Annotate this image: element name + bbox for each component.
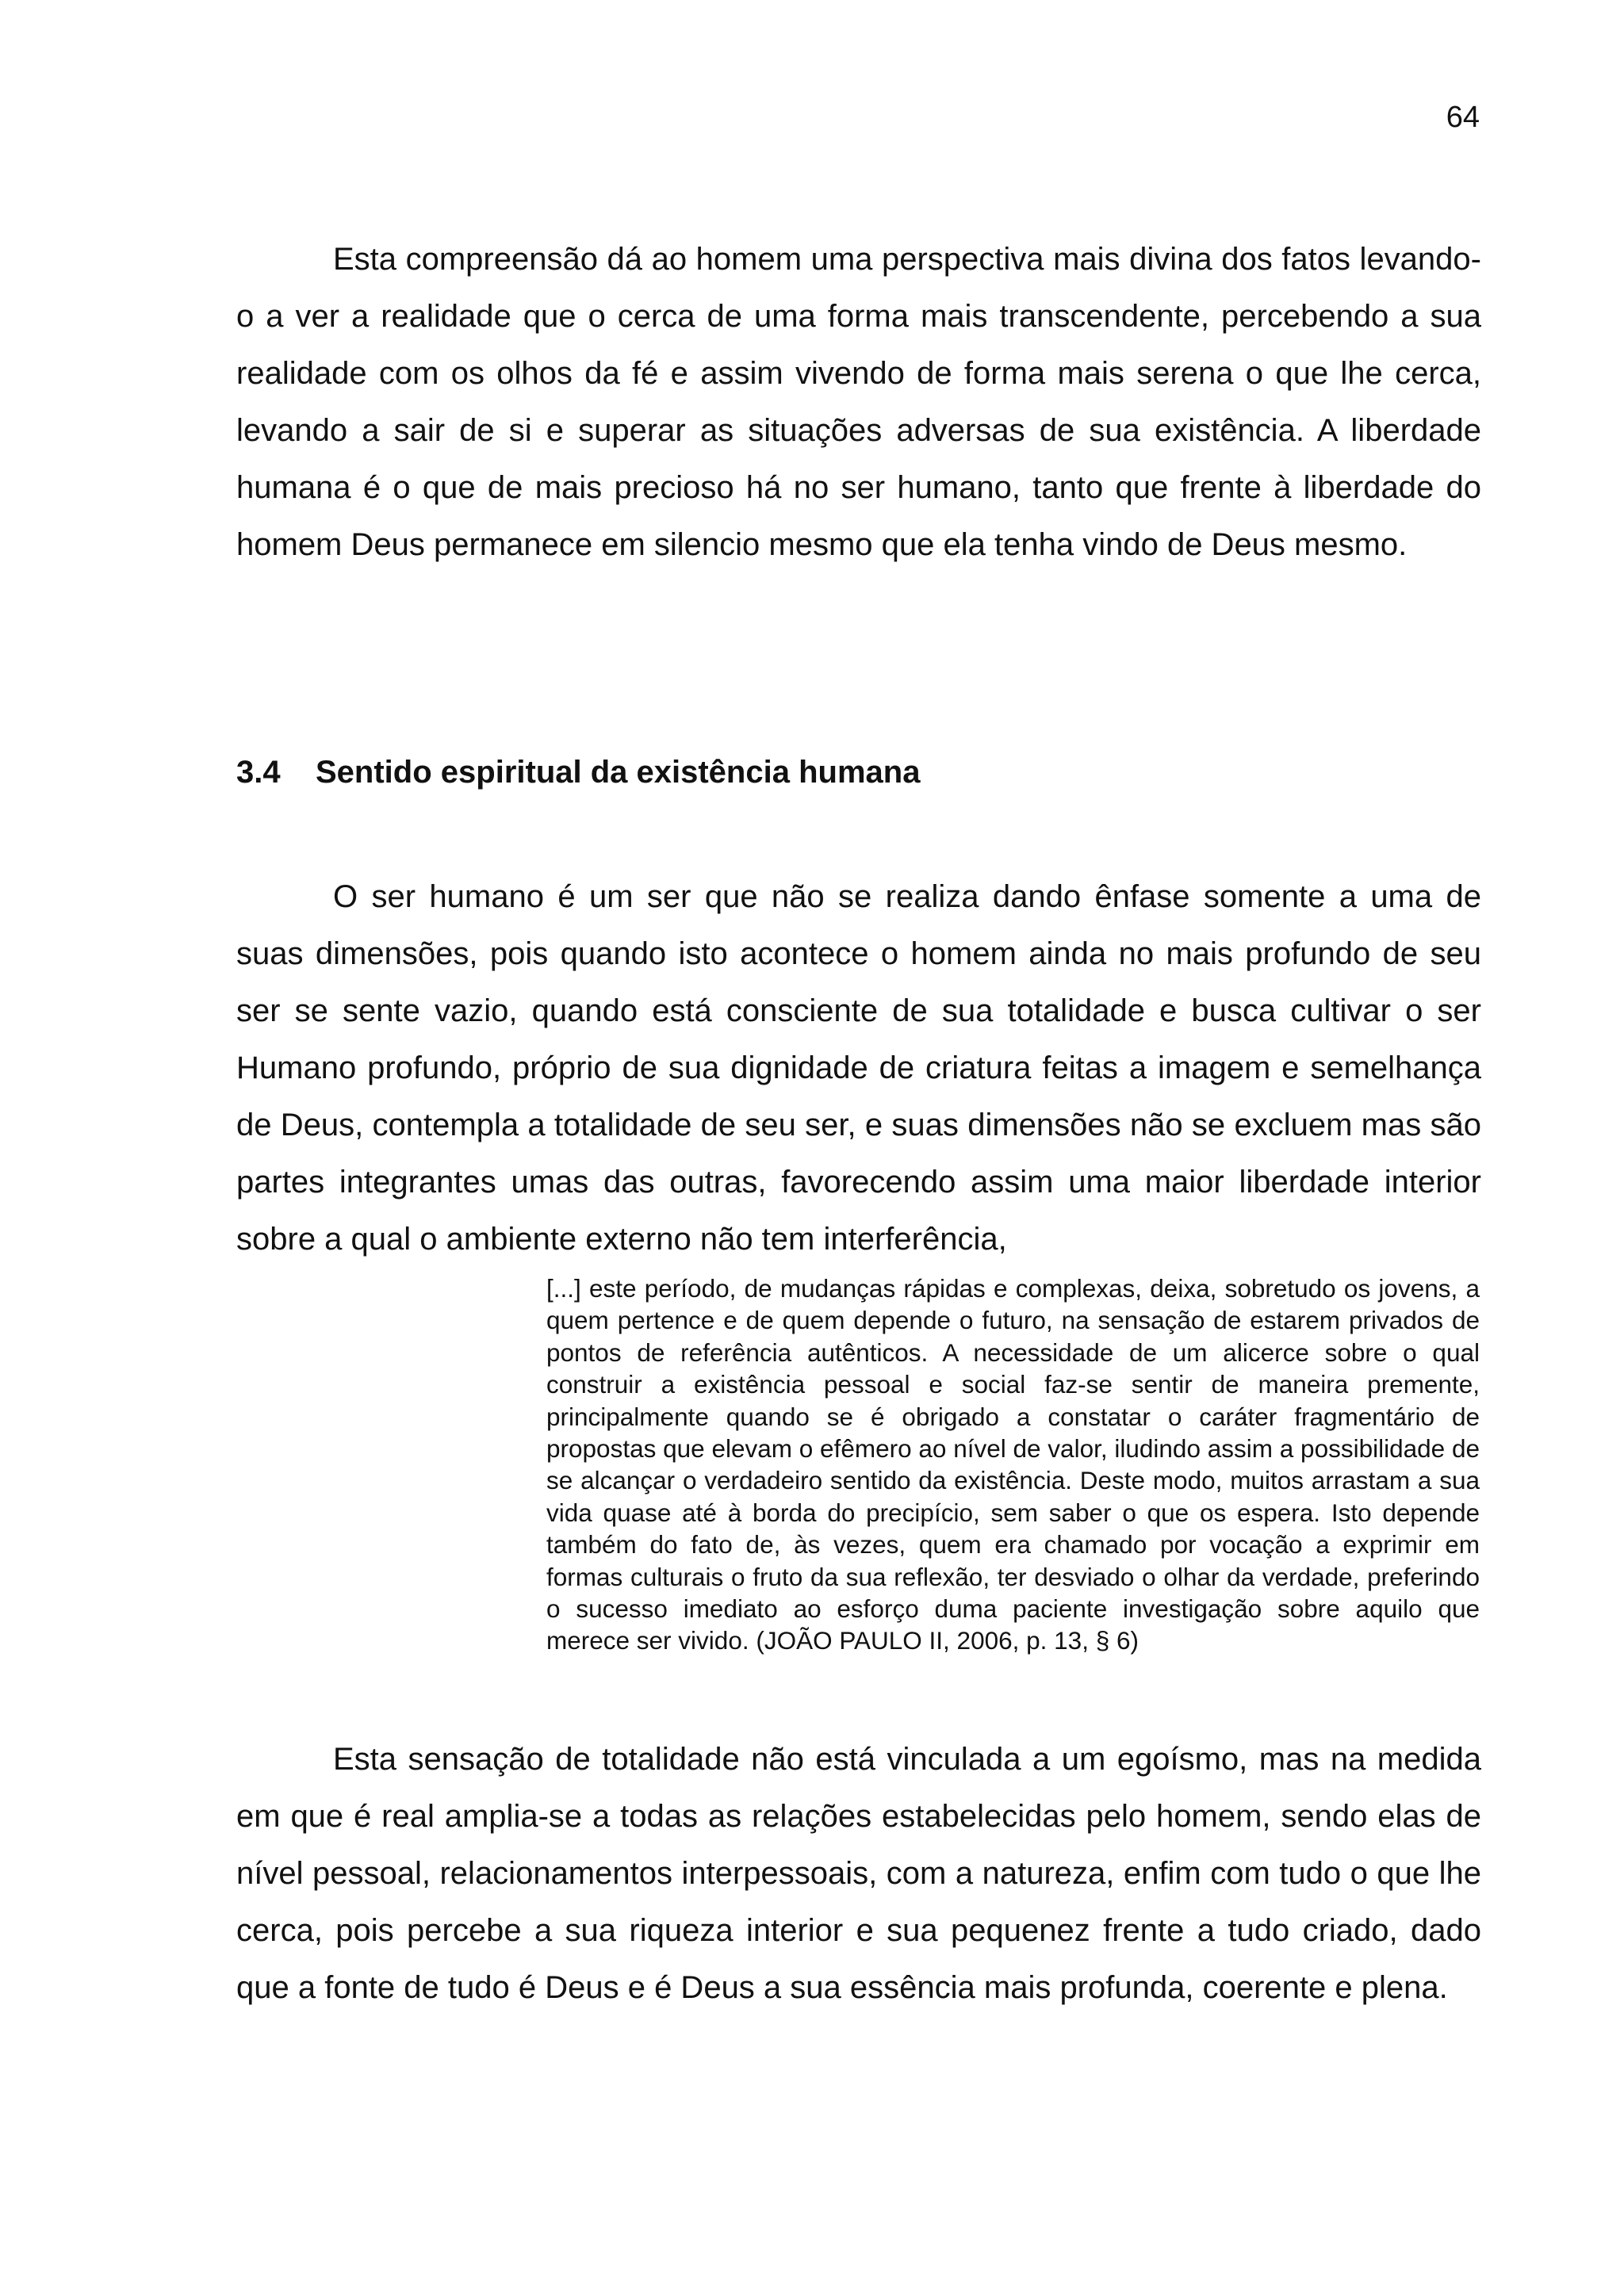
paragraph-text: O ser humano é um ser que não se realiza dando ênfase somente a uma de suas dimensões, pois quando isto acontece o homem ainda no mais profundo de seu ser se sente vazio, quando está consciente de sua totalidade e busca cultivar o ser Humano profundo, próprio de sua dignidade de criatura feitas a imagem e semelhança de Deus, contempla a totalidade de seu ser, e suas dimensões não se excluem mas são partes integrantes umas das outras, favorecendo assim uma maior liberdade interior sobre a qual o ambiente externo não tem interferência, bbox=[236, 879, 1481, 1257]
section-heading bbox=[236, 750, 920, 794]
body-paragraph bbox=[236, 868, 1481, 1268]
page-number: 64 bbox=[1446, 101, 1480, 134]
block-quote: [...] este período, de mudanças rápidas e complexas, deixa, sobretudo os jovens, a quem pertence e de quem depende o futuro, na sensação de estarem privados de pontos de referência autênticos. A necessidade de um alicerce sobre o qual construir a existência pessoal e social faz-se sentir de maneira premente, principalmente quando se é obrigado a constatar o caráter fragmentário de propostas que elevam o efêmero ao nível de valor, iludindo assim a possibilidade de se alcançar o verdadeiro sentido da existência. Deste modo, muitos arrastam a sua vida quase até à borda do precipício, sem saber o que os espera. Isto depende também do fato de, às vezes, quem era chamado por vocação a exprimir em formas culturais o fruto da sua reflexão, ter desviado o olhar da verdade, preferindo o sucesso imediato ao esforço duma paciente investigação sobre aquilo que merece ser vivido. (JOÃO PAULO II, 2006, p. 13, § 6) bbox=[546, 1274, 1480, 1655]
section-title: Sentido espiritual da existência humana bbox=[316, 755, 921, 790]
paragraph-text: Esta compreensão dá ao homem uma perspectiva mais divina dos fatos levando-o a ver a realidade que o cerca de uma forma mais transcendente, percebendo a sua realidade com os olhos da fé e assim vivendo de forma mais serena o que lhe cerca, levando a sair de si e superar as situações adversas de sua existência. A liberdade humana é o que de mais precioso há no ser humano, tanto que frente à liberdade do homem Deus permanece em silencio mesmo que ela tenha vindo de Deus mesmo. bbox=[236, 242, 1481, 562]
paragraph-text: Esta sensação de totalidade não está vinculada a um egoísmo, mas na medida em que é real amplia-se a todas as relações estabelecidas pelo homem, sendo elas de nível pessoal, relacionamentos interpessoais, com a natureza, enfim com tudo o que lhe cerca, pois percebe a sua riqueza interior e sua pequenez frente a tudo criado, dado que a fonte de tudo é Deus e é Deus a sua essência mais profunda, coerente e plena. bbox=[236, 1742, 1481, 2005]
body-paragraph bbox=[236, 231, 1481, 573]
body-paragraph bbox=[236, 1731, 1481, 2016]
section-number: 3.4 bbox=[236, 755, 281, 790]
